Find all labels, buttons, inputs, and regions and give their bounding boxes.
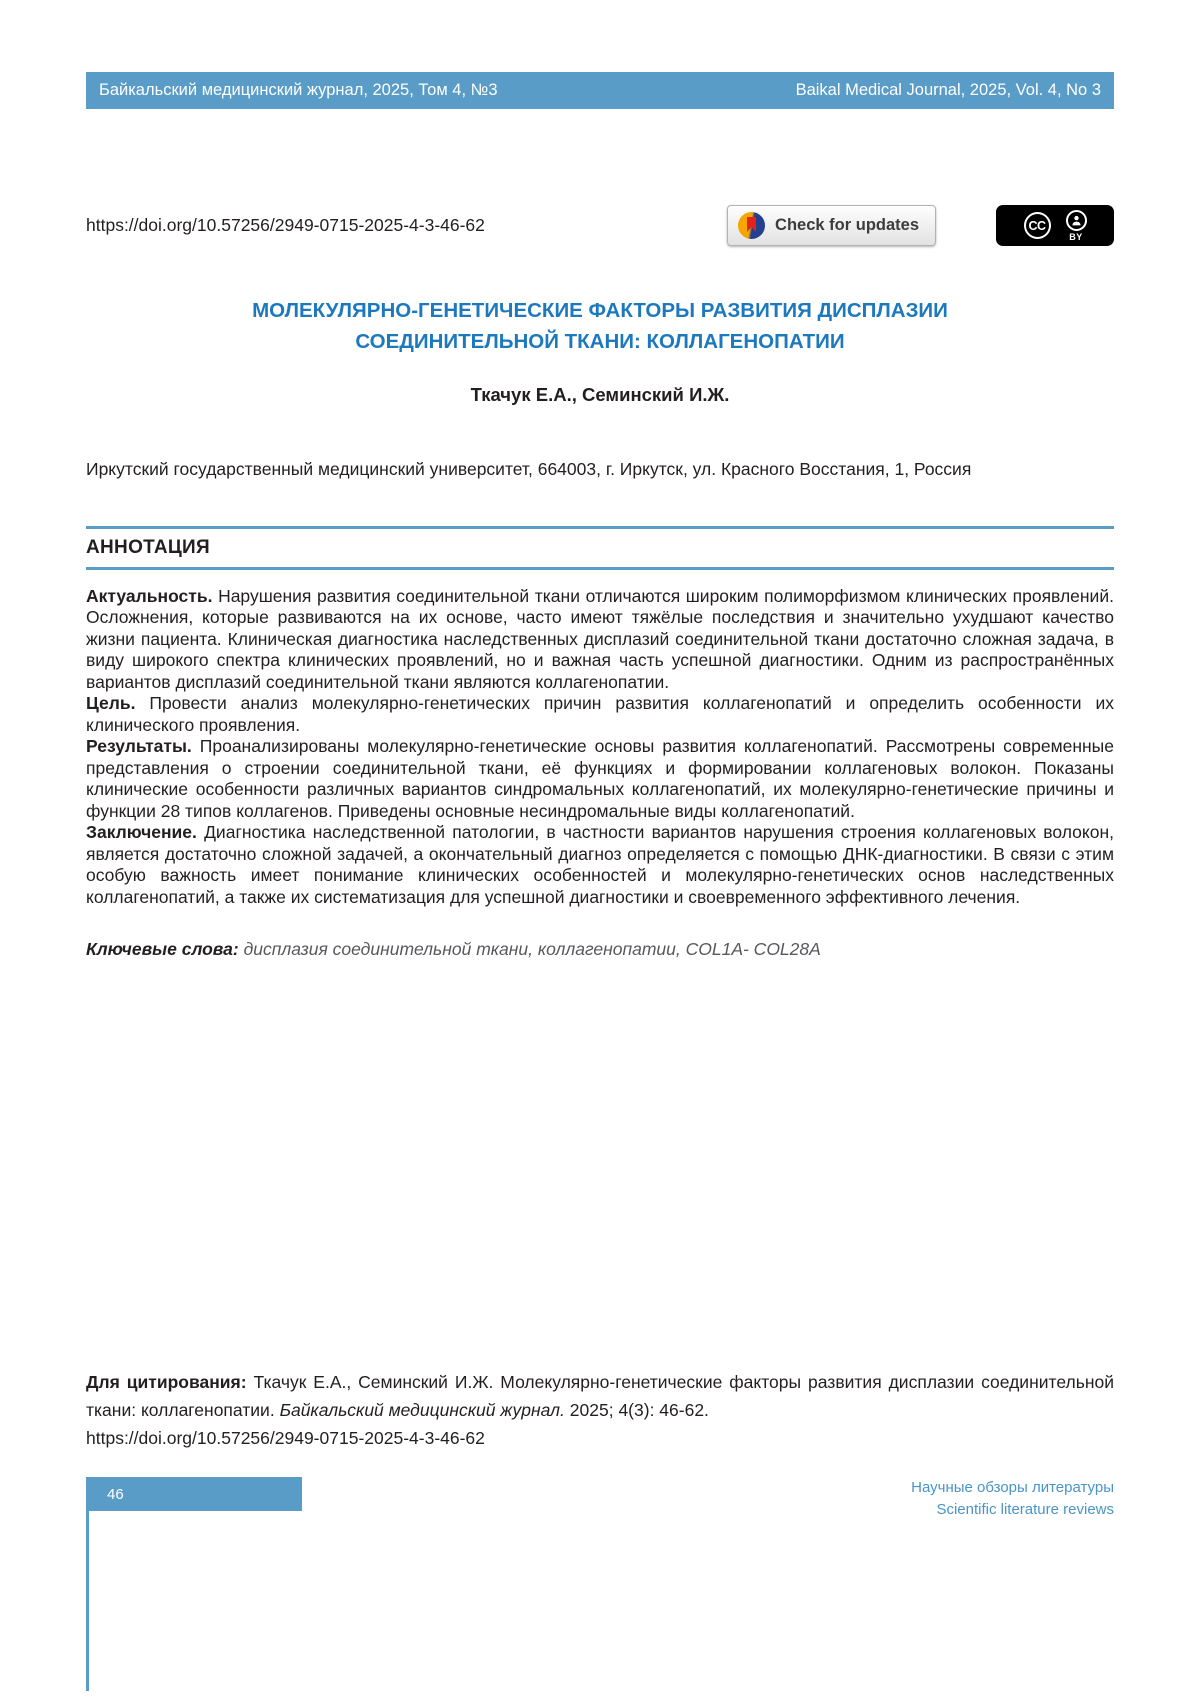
check-for-updates-label: Check for updates bbox=[775, 216, 919, 234]
page-number: 46 bbox=[107, 1485, 124, 1503]
citation-label: Для цитирования: bbox=[86, 1372, 247, 1392]
article-title-line1: МОЛЕКУЛЯРНО-ГЕНЕТИЧЕСКИЕ ФАКТОРЫ РАЗВИТИЯ ДИСПЛАЗИИ bbox=[252, 299, 948, 322]
page-number-box bbox=[86, 1477, 302, 1511]
cc-by-label: BY bbox=[1069, 231, 1083, 242]
journal-header-bar bbox=[86, 72, 1114, 109]
abstract-heading: АННОТАЦИЯ bbox=[86, 536, 210, 558]
journal-title-en: Baikal Medical Journal, 2025, Vol. 4, No 3 bbox=[795, 81, 1101, 99]
paragraph-text: Проанализированы молекулярно-генетические основы развития коллагенопатий. Рассмотрены современные представления о строении соединительной ткани, её функциях и формировании коллагеновых волокон. Показаны клинические особенности различных вариантов синдромальных коллагенопатий, их молекулярно-генетические причины и функции 28 типов коллагенов. Приведены основные несиндромальные виды коллагенопатий. bbox=[86, 736, 1114, 821]
abstract-paragraph-aim bbox=[86, 693, 1114, 736]
badges bbox=[727, 205, 1114, 246]
keywords-row bbox=[86, 939, 1114, 960]
citation-journal-name: Байкальский медицинский журнал. bbox=[279, 1400, 565, 1420]
abstract-body bbox=[86, 586, 1114, 909]
paragraph-label: Цель. bbox=[86, 693, 136, 713]
left-margin-rule bbox=[86, 1511, 89, 1691]
journal-title-ru: Байкальский медицинский журнал, 2025, Том 4, №3 bbox=[99, 81, 498, 99]
abstract-rule-top bbox=[86, 526, 1114, 529]
person-icon bbox=[1066, 210, 1087, 231]
paragraph-text: Нарушения развития соединительной ткани отличаются широким полиморфизмом клинических проявлений. Осложнения, которые развиваются на их основе, часто имеют тяжёлые последствия и значительно ухудшают качество жизни пациента. Клиническая диагностика наследственных дисплазий соединительной ткани достаточно сложная задача, в виду широкого спектра клинических проявлений, но и важная часть успешной диагностики. Одним из распространённых вариантов дисплазий соединительной ткани являются коллагенопатии. bbox=[86, 585, 1114, 692]
section-label-en: Scientific literature reviews bbox=[936, 1501, 1114, 1518]
article-title-line2: СОЕДИНИТЕЛЬНОЙ ТКАНИ: КОЛЛАГЕНОПАТИИ bbox=[355, 329, 845, 353]
keywords-text: дисплазия соединительной ткани, коллагенопатии, COL1A- COL28A bbox=[243, 939, 821, 959]
abstract-paragraph-relevance bbox=[86, 586, 1114, 694]
abstract-rule-bottom bbox=[86, 567, 1114, 570]
bookmark-icon bbox=[747, 217, 756, 232]
article-authors: Ткачук Е.А., Семинский И.Ж. bbox=[470, 383, 730, 405]
citation-doi-link[interactable]: https://doi.org/10.57256/2949-0715-2025-4-3-46-62 bbox=[86, 1428, 485, 1448]
paragraph-text: Провести анализ молекулярно-генетических причин развития коллагенопатий и определить особенности их клинического проявления. bbox=[86, 693, 1114, 735]
check-for-updates-button[interactable] bbox=[727, 205, 936, 246]
page-footer bbox=[86, 1477, 1114, 1521]
citation-issue-pages: 2025; 4(3): 46-62. bbox=[569, 1400, 709, 1420]
section-label-ru: Научные обзоры литературы bbox=[911, 1479, 1114, 1496]
cc-by-license-badge[interactable] bbox=[996, 205, 1114, 246]
paragraph-text: Диагностика наследственной патологии, в частности вариантов нарушения строения коллагеновых волокон, является достаточно сложной задачей, а окончательный диагноз определяется с помощью ДНК-диагностики. В связи с этим особую важность имеет понимание клинических особенностей и молекулярно-генетических основ наследственных коллагенопатий, а также их систематизация для успешной диагностики и своевременного эффективного лечения. bbox=[86, 822, 1114, 907]
abstract-paragraph-conclusion bbox=[86, 822, 1114, 908]
citation-block bbox=[86, 1368, 1114, 1452]
paragraph-label: Актуальность. bbox=[86, 585, 213, 606]
cc-by-column bbox=[1066, 210, 1087, 242]
doi-link[interactable]: https://doi.org/10.57256/2949-0715-2025-4-3-46-62 bbox=[86, 215, 485, 235]
citation-text: Ткачук Е.А., Семинский И.Ж. Молекулярно-генетические факторы развития дисплазии соединительной ткани: коллагенопатии. bbox=[86, 1372, 1114, 1420]
article-title bbox=[86, 296, 1114, 358]
doi-row bbox=[86, 205, 1114, 246]
paragraph-label: Результаты. bbox=[86, 736, 192, 756]
paragraph-label: Заключение. bbox=[86, 822, 197, 842]
article-affiliation: Иркутский государственный медицинский университет, 664003, г. Иркутск, ул. Красного Восстания, 1, Россия bbox=[86, 458, 972, 479]
cc-icon: CC bbox=[1024, 212, 1051, 239]
abstract-paragraph-results bbox=[86, 736, 1114, 822]
keywords-label: Ключевые слова: bbox=[86, 939, 239, 959]
section-labels bbox=[911, 1477, 1114, 1521]
crossmark-icon bbox=[738, 212, 765, 239]
